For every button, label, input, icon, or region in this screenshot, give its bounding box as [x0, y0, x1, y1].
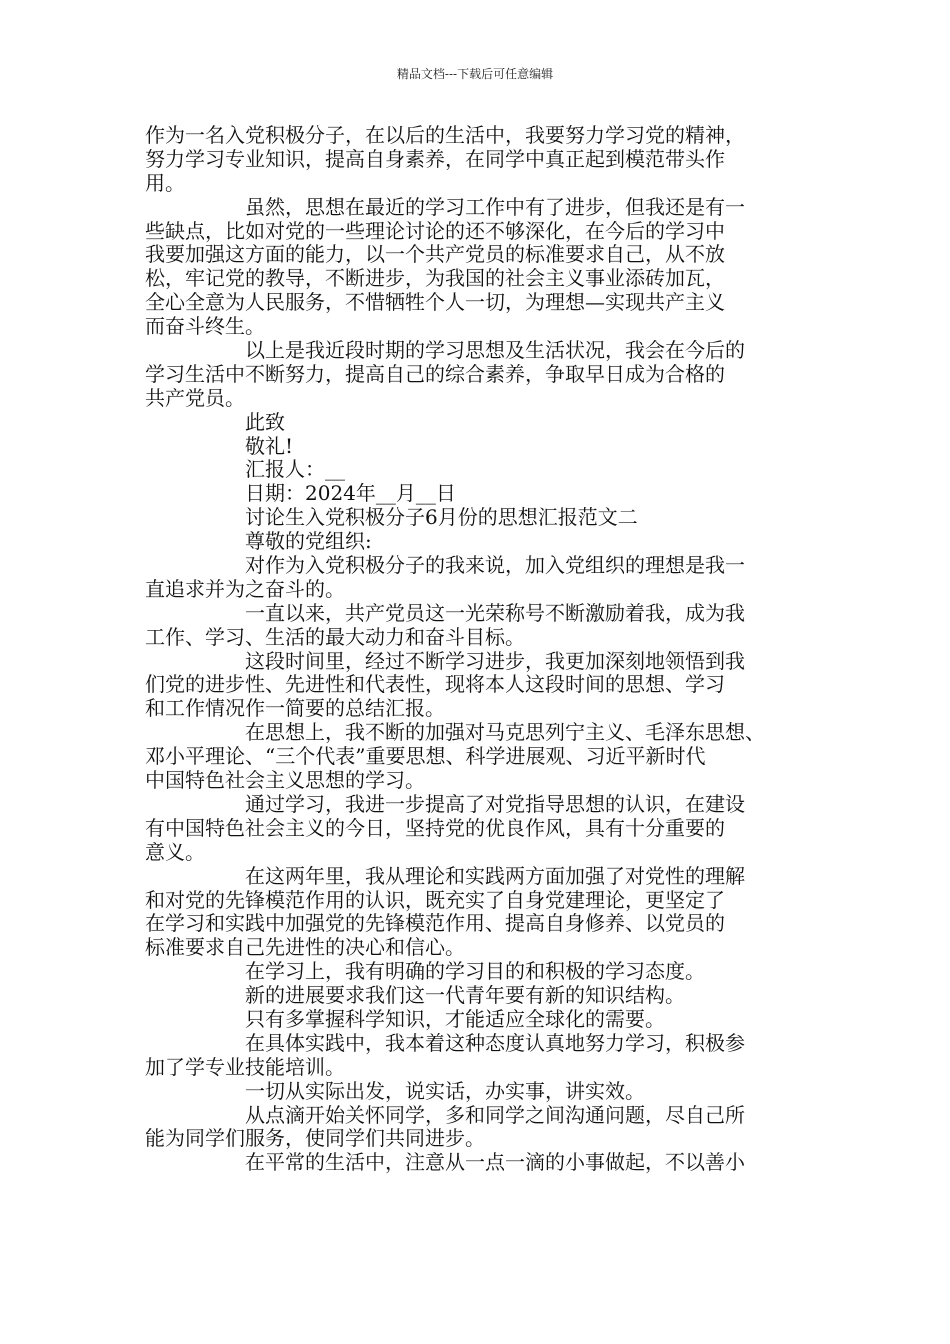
text-line: 有中国特色社会主义的今日，坚持党的优良作风，具有十分重要的 [145, 815, 725, 840]
document-body [145, 124, 810, 1175]
text-line: 们党的进步性、先进性和代表性，现将本人这段时间的思想、学习 [145, 672, 725, 697]
text-line: 新的进展要求我们这一代青年要有新的知识结构。 [245, 983, 685, 1008]
text-line: 只有多掌握科学知识，才能适应全球化的需要。 [245, 1006, 665, 1031]
text-line: 直追求并为之奋斗的。 [145, 576, 345, 601]
text-line: 全心全意为人民服务，不惜牺牲个人一切，为理想—实现共产主义 [145, 290, 725, 315]
text-line: 在学习上，我有明确的学习目的和积极的学习态度。 [245, 959, 705, 984]
text-line: 工作、学习、生活的最大动力和奋斗目标。 [145, 624, 525, 649]
text-line: 在具体实践中，我本着这种态度认真地努力学习，积极参 [245, 1030, 745, 1055]
text-line: 这段时间里，经过不断学习进步，我更加深刻地领悟到我 [245, 648, 745, 673]
text-line: 对作为入党积极分子的我来说，加入党组织的理想是我一 [245, 553, 745, 578]
text-line: 而奋斗终生。 [145, 314, 265, 339]
text-line: 从点滴开始关怀同学，多和同学之间沟通问题，尽自己所 [245, 1102, 745, 1127]
text-line: 虽然，思想在最近的学习工作中有了进步，但我还是有一 [245, 194, 745, 219]
text-line: 中国特色社会主义思想的学习。 [145, 768, 425, 793]
text-line: 和对党的先锋模范作用的认识，既充实了自身党建理论，更坚定了 [145, 887, 725, 912]
text-line: 在学习和实践中加强党的先锋模范作用、提高自身修养、以党员的 [145, 911, 725, 936]
text-line: 讨论生入党积极分子6月份的思想汇报范文二 [245, 505, 638, 530]
text-line: 共产党员。 [145, 385, 245, 410]
text-line: 努力学习专业知识，提高自身素养，在同学中真正起到模范带头作 [145, 146, 725, 171]
text-line: 尊敬的党组织: [245, 529, 372, 554]
page-header: 精品文档---下载后可任意编辑 [396, 67, 554, 81]
text-line: 作为一名入党积极分子，在以后的生活中，我要努力学习党的精神， [145, 123, 745, 147]
text-line: 标准要求自己先进性的决心和信心。 [145, 935, 465, 960]
text-line: 学习生活中不断努力，提高自己的综合素养，争取早日成为合格的 [145, 361, 725, 386]
text-line: 在思想上，我不断的加强对马克思列宁主义、毛泽东思想、 [245, 720, 765, 745]
text-line: 和工作情况作一简要的总结汇报。 [145, 696, 445, 721]
text-line: 一切从实际出发，说实话，办实事，讲实效。 [245, 1078, 645, 1103]
text-line: 一直以来，共产党员这一光荣称号不断激励着我，成为我 [245, 600, 745, 625]
text-line: 我要加强这方面的能力，以一个共产党员的标准要求自己，从不放 [145, 242, 725, 267]
text-line: 此致 [245, 409, 285, 434]
text-line: 敬礼! [245, 433, 294, 458]
text-line: 邓小平理论、“三个代表”重要思想、科学进展观、习近平新时代 [145, 744, 706, 769]
text-line: 用。 [145, 170, 185, 195]
text-line: 在这两年里，我从理论和实践两方面加强了对党性的理解 [245, 863, 745, 888]
text-line: 通过学习，我进一步提高了对党指导思想的认识，在建设 [245, 791, 745, 816]
text-line: 在平常的生活中，注意从一点一滴的小事做起，不以善小 [245, 1150, 745, 1175]
text-line: 以上是我近段时期的学习思想及生活状况，我会在今后的 [245, 338, 745, 363]
text-line: 日期：2024年__月__日 [245, 481, 456, 506]
text-line: 松，牢记党的教导，不断进步，为我国的社会主义事业添砖加瓦， [145, 266, 725, 291]
text-line: 能为同学们服务，使同学们共同进步。 [145, 1126, 485, 1151]
text-line: 意义。 [145, 839, 205, 864]
text-line: 些缺点，比如对党的一些理论讨论的还不够深化，在今后的学习中 [145, 218, 725, 243]
text-line: 汇报人：__ [245, 457, 345, 482]
text-line: 加了学专业技能培训。 [145, 1054, 345, 1079]
